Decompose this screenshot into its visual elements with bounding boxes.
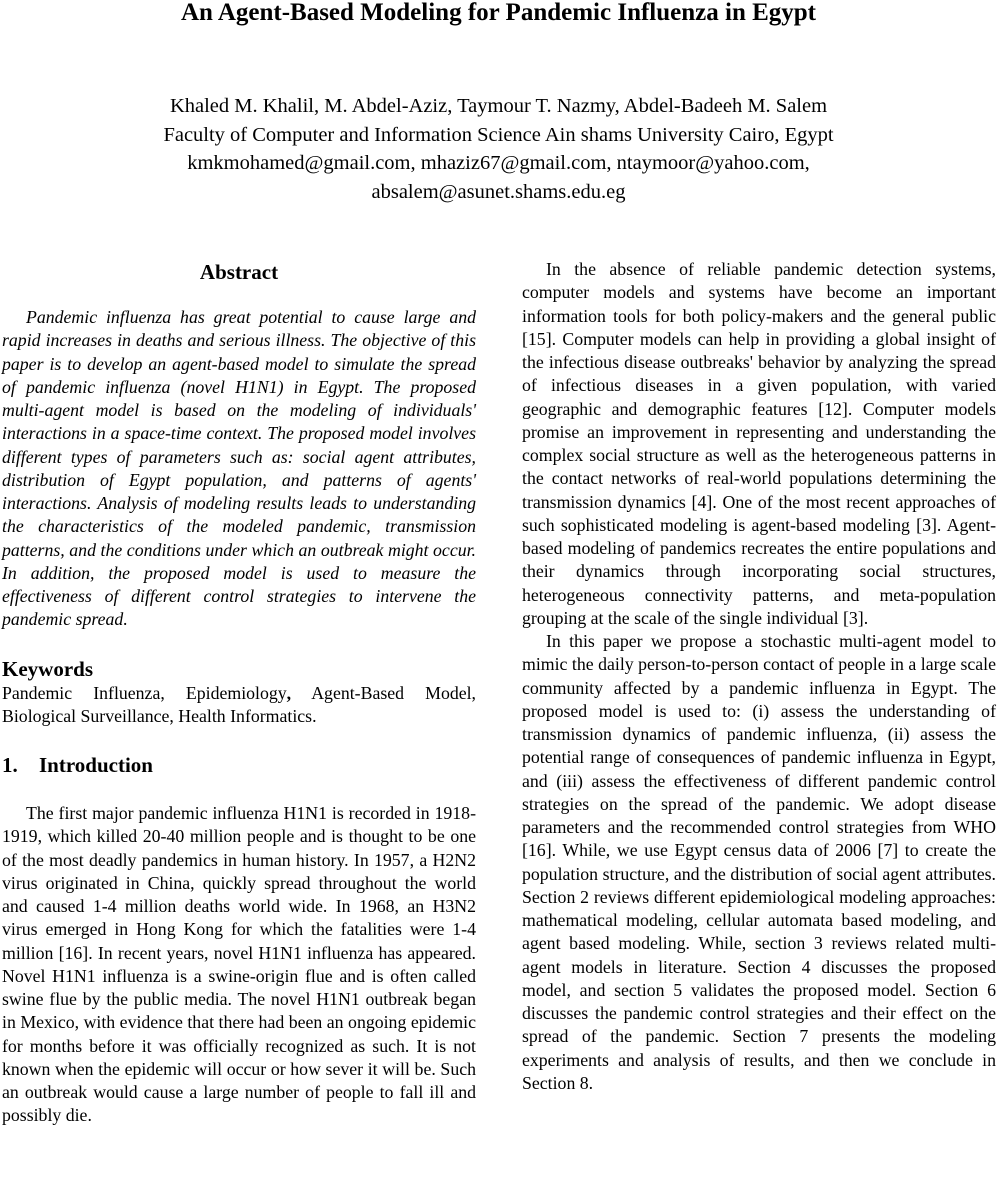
keywords-part1: Pandemic Influenza, Epidemiology [2,682,287,703]
introduction-heading [2,752,476,778]
intro-paragraph-3: In this paper we propose a stochastic multi-agent model to mimic the daily person-to-person contact of people in a large scale community affected by a pandemic influenza in Egypt. The proposed model is used to: (i) assess the understanding of transmission dynamics of pandemic influenza, (ii) assess the potential range of consequences of pandemic influenza in Egypt, and (iii) assess the effectiveness of different pandemic control strategies on the spread of the pandemic. We adopt disease parameters and the recommended control strategies from WHO [16]. While, we use Egypt census data of 2006 [7] to create the population structure, and the distribution of social agent attributes. Section 2 reviews different epidemiological modeling approaches: mathematical modeling, cellular automata based modeling, and agent based modeling. While, section 3 reviews related multi-agent models in literature. Section 4 discusses the proposed model, and section 5 validates the proposed model. Section 6 discusses the pandemic control strategies and their effect on the spread of the pandemic. Section 7 presents the modeling experiments and analysis of results, and then we conclude in Section 8. [522,631,996,1093]
author-names: Khaled M. Khalil, M. Abdel-Aziz, Taymour T. Nazmy, Abdel-Badeeh M. Salem [169,95,828,117]
keywords-part2: Agent-Based Model, Biological Surveillance, Health Informatics. [2,682,476,726]
keywords-text [2,682,476,729]
keywords-heading: Keywords [2,656,93,681]
paper-title: An Agent-Based Modeling for Pandemic Influenza in Egypt [181,0,816,26]
author-emails-continued: absalem@asunet.shams.edu.eg [371,180,626,203]
author-affiliation: Faculty of Computer and Information Science Ain shams University Cairo, Egypt [163,123,834,146]
intro-paragraph-1: The first major pandemic influenza H1N1 is recorded in 1918-1919, which killed 20-40 million people and is thought to be one of the most deadly pandemics in human history. In 1957, a H2N2 virus originated in China, quickly spread throughout the world and caused 1-4 million deaths world wide. In 1968, an H3N2 virus emerged in Hong Kong for which the fatalities were 1-4 million [16]. In recent years, novel H1N1 influenza has appeared. Novel H1N1 influenza is a swine-origin flue and is often called swine flue by the public media. The novel H1N1 outbreak began in Mexico, with evidence that there had been an ongoing epidemic for months before it was officially recognized as such. It is not known when the epidemic will occur or how sever it will be. Such an outbreak would cause a large number of people to fall ill and possibly die. [2,803,476,1126]
section-number: 1. [2,753,18,777]
right-column [522,258,996,1095]
intro-paragraph-2: In the absence of reliable pandemic detection systems, computer models and systems have become an important information tools for both policy-makers and the general public [15]. Computer models can help in providing a global insight of the infectious disease outbreaks' behavior by analyzing the spread of infectious diseases in a given population, with varied geographic and demographic features [12]. Computer models promise an improvement in representing and understanding the complex social structure as well as the heterogeneous patterns in the contact networks of real-world populations determining the transmission dynamics [4]. One of the most recent approaches of such sophisticated modeling is agent-based modeling [3]. Agent-based modeling of pandemics recreates the entire populations and their dynamics through incorporating social structures, heterogeneous connectivity patterns, and meta-population grouping at the scale of the single individual [3]. [522,259,996,628]
keywords-bold-comma: , [286,682,292,703]
left-column [2,258,476,1128]
abstract-heading: Abstract [199,260,279,284]
author-emails: kmkmohamed@gmail.com, mhaziz67@gmail.com, ntaymoor@yahoo.com, [187,152,810,174]
section-title: Introduction [39,753,153,777]
abstract-text: Pandemic influenza has great potential to cause large and rapid increases in deaths and serious illness. The objective of this paper is to develop an agent-based model to simulate the spread of pandemic influenza (novel H1N1) in Egypt. The proposed multi-agent model is based on the modeling of individuals' interactions in a space-time context. The proposed model involves different types of parameters such as: social agent attributes, distribution of Egypt population, and patterns of agents' interactions. Analysis of modeling results leads to understanding the characteristics of the modeled pandemic, transmission patterns, and the conditions under which an outbreak might occur. In addition, the proposed model is used to measure the effectiveness of different control strategies to intervene the pandemic spread. [2,307,476,630]
author-block [0,92,997,206]
